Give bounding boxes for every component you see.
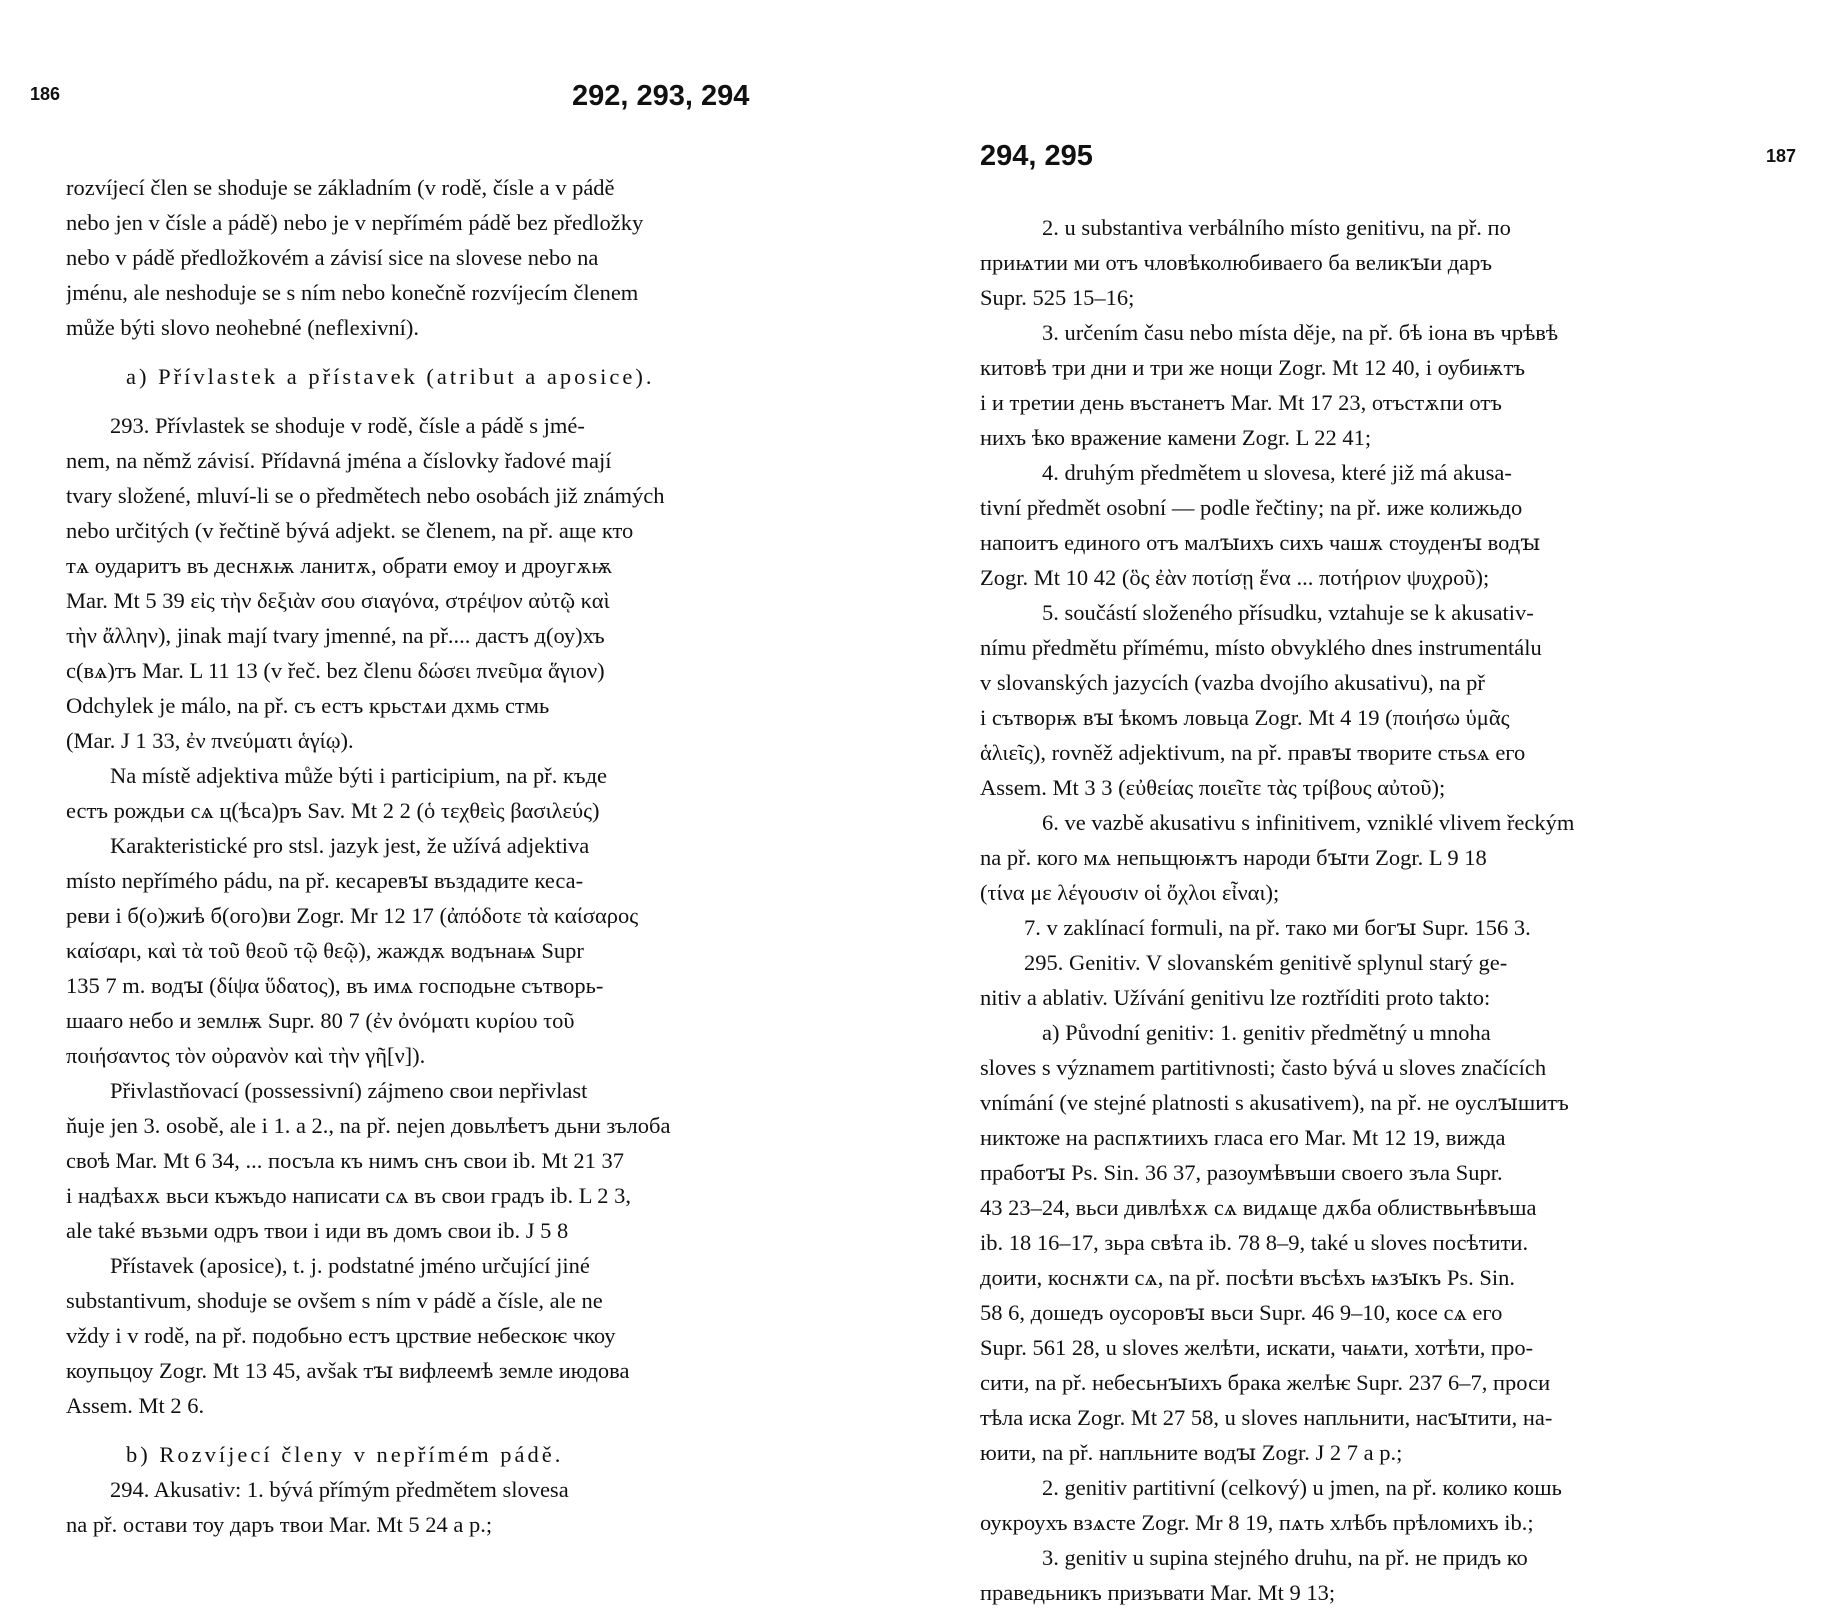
text-line: пработꙑ Ps. Sin. 36 37, разоумѣвъши своего зъла Supr. xyxy=(980,1160,1503,1185)
text-line: 135 7 m. водꙑ (δίψα ὕδατος), въ имѧ господьне сътворь- xyxy=(66,973,604,998)
right-page xyxy=(930,0,1830,1605)
text-line: і и третии день въстанетъ Mar. Mt 17 23, отъстѫпи отъ xyxy=(980,390,1502,415)
text-line: праведьникъ призъвати Mar. Mt 9 13; xyxy=(980,1580,1336,1605)
text-line: нихъ ѣко вражение камени Zogr. L 22 41; xyxy=(980,425,1372,450)
text-line: 5. součástí složeného přísudku, vztahuje se k akusativ- xyxy=(1042,600,1534,625)
text-line: nem, na němž závisí. Přídavná jména a číslovky řadové mají xyxy=(66,448,612,473)
text-line: sloves s významem partitivnosti; často bývá u sloves značících xyxy=(980,1055,1547,1080)
text-line: китовѣ три дни и три же нощи Zogr. Mt 12 40, і оубиѭтъ xyxy=(980,355,1525,380)
page-text xyxy=(980,210,1780,1610)
text-line: 3. genitiv u supina stejného druhu, na př. не придъ ко xyxy=(1042,1545,1528,1570)
text-line: 4. druhým předmětem u slovesa, které již má akusa- xyxy=(1042,460,1512,485)
text-line: substantivum, shoduje se ovšem s ním v pádě a čísle, ale ne xyxy=(66,1288,603,1313)
text-line: тѧ оударитъ въ деснѫѭ ланитѫ, обрати емоу и дроугѫѭ xyxy=(66,553,613,578)
text-line: vždy i v rodě, na př. подобьно естъ црствие небескоѥ чкоу xyxy=(66,1323,616,1348)
text-line: і сътворѭ вꙑ ѣкомъ ловьца Zogr. Mt 4 19 (ποιήσω ὑμᾶς xyxy=(980,705,1510,730)
text-line: Zogr. Mt 10 42 (ὃς ἐὰν ποτίσῃ ἕνα ... ποτήριον ψυχροῦ); xyxy=(980,565,1490,590)
text-line: Assem. Mt 3 3 (εὐθείας ποιεῖτε τὰς τρίβους αὐτοῦ); xyxy=(980,775,1446,800)
text-line: nímu předmětu přímému, místo obvyklého dnes instrumentálu xyxy=(980,635,1542,660)
text-line: ale také възьми одръ твои і иди въ домъ свои ib. J 5 8 xyxy=(66,1218,569,1243)
text-line: na př. кого мѧ непьщюѭтъ народи бꙑти Zogr. L 9 18 xyxy=(980,845,1487,870)
subsection-heading: b) Rozvíjecí členy v nepřímém pádě. xyxy=(126,1442,564,1467)
text-line: 2. genitiv partitivní (celkový) u jmen, na př. колико кошь xyxy=(1042,1475,1562,1500)
text-line: Na místě adjektiva může býti i participium, na př. къде xyxy=(110,763,607,788)
text-line: Odchylek je málo, na př. съ естъ крьстѧи дхмь стмь xyxy=(66,693,550,718)
text-line: 3. určením času nebo místa děje, na př. бѣ іона въ чрѣвѣ xyxy=(1042,320,1559,345)
page-number: 186 xyxy=(30,84,61,104)
text-line: шааго небо и землѭ Supr. 80 7 (ἐν ὀνόματι κυρίου τοῦ xyxy=(66,1008,575,1033)
text-line: і надѣахѫ вьси къжъдо написати сѧ въ свои градъ ib. L 2 3, xyxy=(66,1183,632,1208)
text-line: a) Původní genitiv: 1. genitiv předmětný u mnoha xyxy=(1042,1020,1491,1045)
text-line: реви і б(о)жиѣ б(ого)ви Zogr. Mr 12 17 (ἀπόδοτε τὰ καίσαρος xyxy=(66,903,639,928)
text-line: с(вѧ)тъ Mar. L 11 13 (v řeč. bez členu δώσει πνεῦμα ἅγιον) xyxy=(66,658,605,683)
page-number: 187 xyxy=(1766,146,1797,166)
text-line: оукроухъ взѧсте Zogr. Mr 8 19, пѧть хлѣбъ прѣломихъ ib.; xyxy=(980,1510,1534,1535)
text-line: Supr. 561 28, u sloves желѣти, искати, чаѩти, хотѣти, про- xyxy=(980,1335,1534,1360)
text-line: приѩтии ми отъ чловѣколюбиваего ба великꙑи даръ xyxy=(980,250,1493,275)
text-line: vnímání (ve stejné platnosti s akusativem), na př. не оуслꙑшитъ xyxy=(980,1090,1569,1115)
text-line: Mar. Mt 5 39 εἰς τὴν δεξιὰν σου σιαγόνα, στρέψον αὐτῷ καὶ xyxy=(66,588,610,613)
text-line: напоитъ единого отъ малꙑихъ сихъ чашѫ стоуденꙑ водꙑ xyxy=(980,530,1541,555)
page-text xyxy=(66,170,868,1542)
paragraph-294: 294. Akusativ: 1. bývá přímým předmětem slovesa xyxy=(110,1477,569,1502)
text-line: jménu, ale neshoduje se s ním nebo konečně rozvíjecím členem xyxy=(66,280,639,305)
text-line: tivní předmět osobní — podle řečtiny; na př. иже колижьдо xyxy=(980,495,1523,520)
text-line: místo nepřímého pádu, na př. кесаревꙑ въздадите кеса- xyxy=(66,868,584,893)
text-line: (Mar. J 1 33, ἐν πνεύματι ἁγίῳ). xyxy=(66,728,354,753)
text-line: τὴν ἄλλην), jinak mají tvary jmenné, na př.... дастъ д(оу)хъ xyxy=(66,623,605,648)
paragraph-295: 295. Genitiv. V slovanském genitivě splynul starý ge- xyxy=(1024,950,1508,975)
text-line: může býti slovo neohebné (neflexivní). xyxy=(66,315,420,340)
text-line: тѣла иска Zogr. Mt 27 58, u sloves напльнити, насꙑтити, на- xyxy=(980,1405,1553,1430)
text-line: καίσαρι, καὶ τὰ τοῦ θεοῦ τῷ θεῷ), жаждѫ водънаѩ Supr xyxy=(66,938,584,963)
text-line: nebo jen v čísle a pádě) nebo je v nepřímém pádě bez předložky xyxy=(66,210,644,235)
text-line: tvary složené, mluví-li se o předmětech nebo osobách již známých xyxy=(66,483,665,508)
text-line: na př. остави тоу даръ твои Mar. Mt 5 24 a p.; xyxy=(66,1512,493,1537)
text-line: ib. 18 16–17, зьра свѣта ib. 78 8–9, také u sloves посѣтити. xyxy=(980,1230,1529,1255)
text-line: Přivlastňovací (possessivní) zájmeno свои nepřivlast xyxy=(110,1078,588,1103)
subsection-heading: a) Přívlastek a přístavek (atribut a aposice). xyxy=(126,364,655,389)
text-line: 7. v zaklínací formuli, na př. тако ми богꙑ Supr. 156 3. xyxy=(1024,915,1531,940)
text-line: ἁλιεῖς), rovněž adjektivum, na př. правꙑ творите стьѕѧ его xyxy=(980,740,1526,765)
text-line: сити, na př. небесьнꙑихъ брака желѣѥ Supr. 237 6–7, проси xyxy=(980,1370,1551,1395)
text-line: ποιήσαντος τὸν οὐρανὸν καὶ τὴν γῆ[ν]). xyxy=(66,1043,426,1068)
text-line: своѣ Mar. Mt 6 34, ... посъла къ нимъ снъ свои ib. Mt 21 37 xyxy=(66,1148,625,1173)
text-line: (τίνα με λέγουσιν οἱ ὄχλοι εἶναι); xyxy=(980,880,1280,905)
text-line: 2. u substantiva verbálního místo genitivu, na př. по xyxy=(1042,215,1511,240)
text-line: ňuje jen 3. osobě, ale i 1. a 2., na př. nejen довьлѣетъ дьни зълоба xyxy=(66,1113,671,1138)
text-line: коупьцоу Zogr. Mt 13 45, avšak тꙑ вифлеемѣ земле июдова xyxy=(66,1358,630,1383)
text-line: nitiv a ablativ. Užívání genitivu lze roztříditi proto takto: xyxy=(980,985,1491,1010)
section-numbers: 294, 295 xyxy=(980,140,1093,172)
text-line: Karakteristické pro stsl. jazyk jest, že užívá adjektiva xyxy=(110,833,590,858)
text-line: 6. ve vazbě akusativu s infinitivem, vzniklé vlivem řeckým xyxy=(1042,810,1575,835)
text-line: 43 23–24, вьси дивлѣхѫ сѧ видѧще дѫба облиствьнѣвъша xyxy=(980,1195,1537,1220)
text-line: Assem. Mt 2 6. xyxy=(66,1393,205,1418)
text-line: nebo v pádě předložkovém a závisí sice na slovese nebo na xyxy=(66,245,599,270)
text-line: v slovanských jazycích (vazba dvojího akusativu), na př xyxy=(980,670,1485,695)
text-line: юити, na př. напльните водꙑ Zogr. J 2 7 a p.; xyxy=(980,1440,1403,1465)
text-line: nebo určitých (v řečtině bývá adjekt. se členem, na př. аще кто xyxy=(66,518,634,543)
text-line: естъ рождьи сѧ ц(ѣса)ръ Sav. Mt 2 2 (ὁ τεχθεὶς βασιλεύς) xyxy=(66,798,600,823)
text-line: Přístavek (aposice), t. j. podstatné jméno určující jiné xyxy=(110,1253,590,1278)
paragraph-293: 293. Přívlastek se shoduje v rodě, čísle a pádě s jmé- xyxy=(110,413,585,438)
text-line: 58 6, дошедъ оусоровꙑ вьси Supr. 46 9–10, косе сѧ его xyxy=(980,1300,1503,1325)
text-line: доити, коснѫти сѧ, na př. посѣти въсѣхъ ѩзꙑкъ Ps. Sin. xyxy=(980,1265,1515,1290)
text-line: rozvíjecí člen se shoduje se základním (v rodě, čísle a v pádě xyxy=(66,175,615,200)
text-line: Supr. 525 15–16; xyxy=(980,285,1135,310)
left-page xyxy=(0,0,900,1537)
section-numbers: 292, 293, 294 xyxy=(572,80,750,112)
text-line: никтоже на распѫтиихъ гласа его Mar. Mt 12 19, вижда xyxy=(980,1125,1506,1150)
